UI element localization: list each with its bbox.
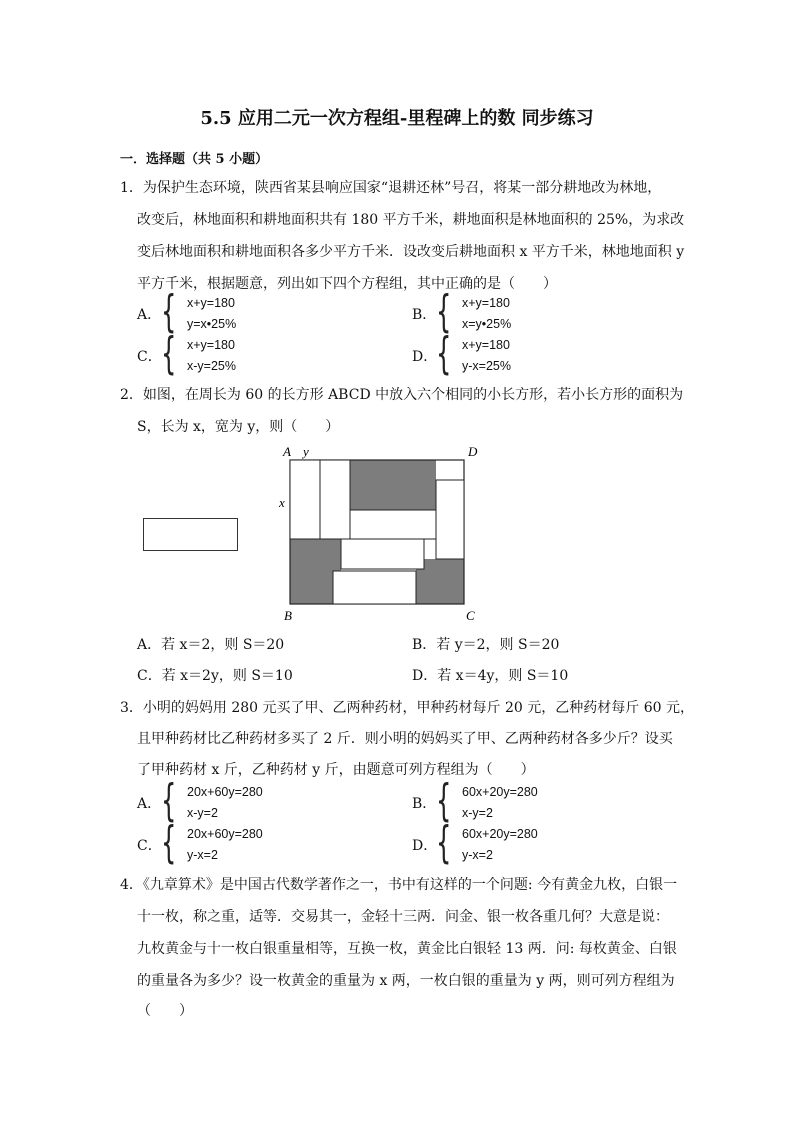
- vertex-label: B: [284, 608, 292, 623]
- q2-line: 2．如图，在周长为 60 的长方形 ABCD 中放入六个相同的小长方形，若小长方形的面积为: [120, 387, 684, 403]
- option-label: C．: [137, 349, 162, 365]
- side-label: y: [303, 444, 309, 459]
- small-rectangle: [350, 510, 436, 539]
- q4-line: 十一枚，称之重，适等．交易其一，金轻十三两．问金、银一枚各重几何？大意是说：: [137, 909, 669, 925]
- option-label: A．: [137, 796, 162, 812]
- shaded-region: [350, 460, 436, 510]
- option-c[interactable]: C．若 x＝2y，则 S＝10: [137, 668, 293, 684]
- equation: x+y=180: [187, 296, 235, 310]
- option-label: A．: [137, 307, 162, 323]
- vertex-label: C: [466, 608, 475, 623]
- equation: 60x+20y=280: [462, 827, 538, 841]
- brace-icon: {: [436, 328, 452, 379]
- brace-icon: {: [436, 286, 452, 337]
- page-title: 5.5 应用二元一次方程组-里程碑上的数 同步练习: [200, 108, 594, 129]
- equation: 60x+20y=280: [462, 785, 538, 799]
- q4-line: （ ）: [137, 1003, 193, 1019]
- brace-icon: {: [161, 775, 177, 826]
- option-d-system[interactable]: [436, 817, 538, 868]
- option-label: D．: [412, 838, 438, 854]
- option-c-system[interactable]: [161, 328, 236, 379]
- equation: y-x=25%: [462, 359, 511, 373]
- equation: x-y=25%: [187, 359, 236, 373]
- q1-line: 改变后，林地面积和耕地面积共有 180 平方千米，耕地面积是林地面积的 25%，为求改: [137, 212, 685, 228]
- brace-icon: {: [436, 817, 452, 868]
- small-rectangle: [341, 539, 424, 569]
- vertex-label: A: [283, 444, 291, 459]
- option-label: C．: [137, 838, 162, 854]
- equation: x+y=180: [187, 338, 235, 352]
- q3-line: 了甲种药材 x 斤，乙种药材 y 斤，由题意可列方程组为（ ）: [137, 762, 535, 778]
- small-rectangle: [290, 460, 320, 539]
- q4-line: 4．《九章算术》是中国古代数学著作之一，书中有这样的一个问题: 今有黄金九枚，白银一: [120, 877, 678, 893]
- brace-icon: {: [161, 286, 177, 337]
- equation: y-x=2: [187, 848, 218, 862]
- small-rectangle: [436, 480, 464, 559]
- equation: y=x•25%: [187, 317, 237, 331]
- option-label: D．: [412, 349, 438, 365]
- side-label: x: [279, 495, 285, 510]
- option-b[interactable]: B．若 y＝2，则 S＝20: [412, 637, 560, 653]
- q1-line: 变后林地面积和耕地面积各多少平方千米．设改变后耕地面积 x 平方千米，林地地面积 y: [137, 244, 685, 260]
- q4-line: 的重量各为多少？设一枚黄金的重量为 x 两，一枚白银的重量为 y 两，则可列方程组为: [137, 973, 675, 989]
- small-rectangle: [333, 571, 416, 604]
- q3-line: 且甲种药材比乙种药材多买了 2 斤．则小明的妈妈买了甲、乙两种药材各多少斤？设买: [137, 731, 673, 747]
- small-rectangle: [320, 460, 350, 539]
- q1-line: 1．为保护生态环境，陕西省某县响应国家“退耕还林”号召，将某一部分耕地改为林地，: [120, 180, 662, 196]
- brace-icon: {: [436, 775, 452, 826]
- blank-box: [143, 518, 238, 551]
- rectangle-figure: [270, 440, 490, 625]
- equation: x+y=180: [462, 338, 510, 352]
- option-a[interactable]: A．若 x＝2，则 S＝20: [137, 637, 285, 653]
- equation: x-y=2: [187, 806, 218, 820]
- equation: 20x+60y=280: [187, 785, 263, 799]
- q3-line: 3．小明的妈妈用 280 元买了甲、乙两种药材，甲种药材每斤 20 元，乙种药材每斤 60 元，: [120, 700, 694, 716]
- equation: x+y=180: [462, 296, 510, 310]
- q4-line: 九枚黄金与十一枚白银重量相等，互换一枚，黄金比白银轻 13 两．问: 每枚黄金、白银: [137, 941, 677, 957]
- equation: 20x+60y=280: [187, 827, 263, 841]
- option-label: B．: [412, 307, 437, 323]
- option-d[interactable]: D．若 x＝4y，则 S＝10: [412, 668, 569, 684]
- section-heading: 一．选择题（共 5 小题）: [120, 152, 269, 167]
- option-d-system[interactable]: [436, 328, 511, 379]
- option-c-system[interactable]: [161, 817, 263, 868]
- q1-line: 平方千米，根据题意，列出如下四个方程组，其中正确的是（ ）: [137, 276, 557, 292]
- q2-line: S，长为 x，宽为 y，则（ ）: [137, 419, 340, 435]
- equation: y-x=2: [462, 848, 493, 862]
- brace-icon: {: [161, 817, 177, 868]
- brace-icon: {: [161, 328, 177, 379]
- vertex-label: D: [468, 444, 478, 459]
- equation: x-y=2: [462, 806, 493, 820]
- option-label: B．: [412, 796, 437, 812]
- equation: x=y•25%: [462, 317, 512, 331]
